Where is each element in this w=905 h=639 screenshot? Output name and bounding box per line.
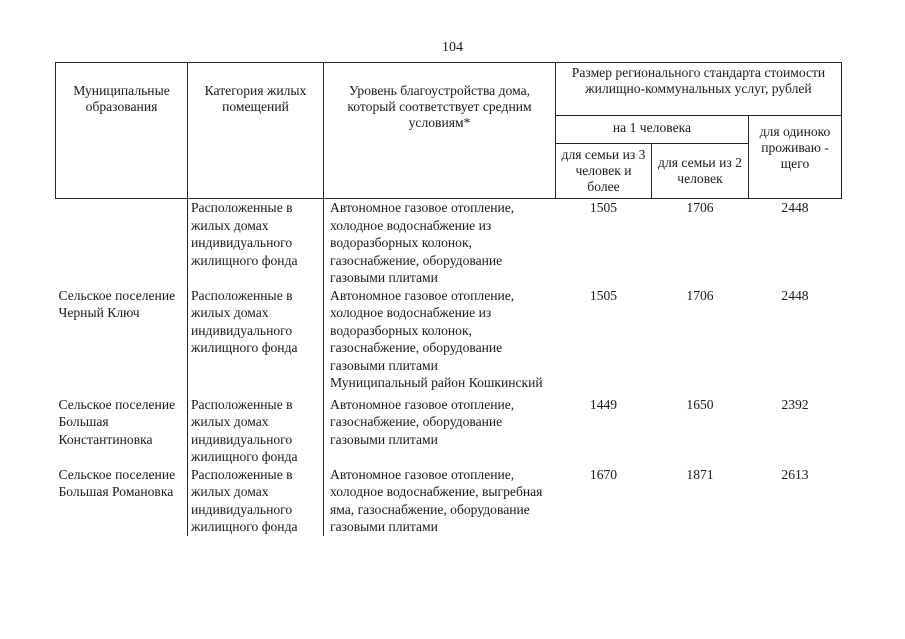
municipality-cell: Сельское поселение Большая Константиновка [58,396,176,447]
category-cell: Расположенные в жилых домах индивидуального жилищного фонда [188,396,324,466]
family3-cell: 1505 [589,287,618,303]
single-cell: 2392 [781,396,809,412]
family2-cell: 1871 [686,466,714,482]
level-cell: Автономное газовое отопление, холодное водоснабжение, выгребная яма, газоснабжение, оборудование газовыми плитами [324,466,556,536]
level-cell: Автономное газовое отопление, холодное водоснабжение из водоразборных колонок, газоснабжение, оборудование газовыми плитами [324,287,556,375]
district-row [56,374,842,392]
family3-cell: 1449 [589,396,618,412]
table-body [56,199,842,536]
family2-cell: 1706 [686,287,714,303]
single-cell: 2448 [781,287,809,303]
table-row [56,287,842,375]
header-family-2: для семьи из 2 человек [652,144,749,199]
category-cell: Расположенные в жилых домах индивидуального жилищного фонда [188,287,324,375]
table-row [56,466,842,536]
level-cell: Автономное газовое отопление, холодное водоснабжение из водоразборных колонок, газоснабжение, оборудование газовыми плитами [324,199,556,287]
tariff-table-container [55,62,842,536]
family3-cell: 1670 [589,466,618,482]
header-level: Уровень благоустройства дома, который соответствует средним условиям* [324,63,556,199]
family2-cell: 1706 [686,200,714,215]
municipality-cell: Сельское поселение Большая Романовка [58,466,176,499]
header-single: для одиноко проживаю - щего [749,116,842,199]
table-row [56,199,842,287]
single-cell: 2448 [781,200,809,215]
family2-cell: 1650 [686,396,714,412]
page-number: 104 [442,40,463,55]
level-cell: Автономное газовое отопление, газоснабжение, оборудование газовыми плитами [324,396,556,466]
table-header [56,63,842,199]
category-cell: Расположенные в жилых домах индивидуального жилищного фонда [188,199,324,287]
family3-cell: 1505 [589,200,618,215]
single-cell: 2613 [781,466,809,482]
header-municipalities: Муниципальные образования [56,63,188,199]
municipality-cell [56,199,188,287]
header-per-person: на 1 человека [556,116,749,144]
municipality-cell: Сельское поселение Черный Ключ [58,287,176,320]
header-family-3: для семьи из 3 человек и более [556,144,652,199]
header-category: Категория жилых помещений [188,63,324,199]
table-row [56,396,842,466]
category-cell: Расположенные в жилых домах индивидуального жилищного фонда [188,466,324,536]
header-standard: Размер регионального стандарта стоимости жилищно-коммунальных услуг, рублей [556,63,842,116]
district-heading: Муниципальный район Кошкинский [324,374,842,392]
tariff-table [55,62,842,536]
